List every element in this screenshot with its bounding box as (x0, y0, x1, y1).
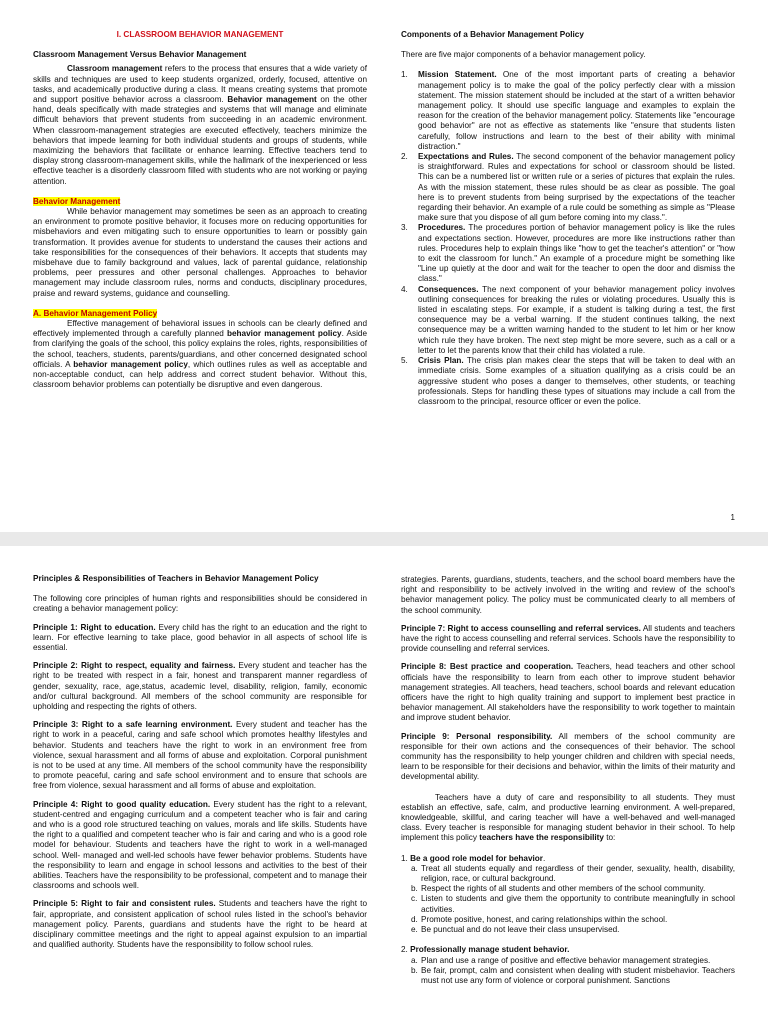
item-number: 2. (401, 152, 408, 162)
text: Be punctual and do not leave their class unsupervised. (421, 925, 620, 935)
text: All students and teachers have the right to access counselling and referral services. Schools have the responsibility to provide counselling and referral services. (401, 623, 735, 654)
list-item (411, 925, 735, 935)
continuation-paragraph: strategies. Parents, guardians, students, teachers, and the school board members have the right and responsibility to be actively involved in the writing and review of the school's behavior management policy. The policy must be communicated clearly to all members of the school community. (401, 575, 735, 615)
duty-paragraph (401, 793, 735, 844)
list-item (401, 285, 735, 356)
item-number: 5. (401, 356, 408, 366)
term: behavior management policy (226, 329, 342, 339)
paragraph-classroom-management (33, 64, 367, 186)
list-item (401, 152, 735, 223)
term: teachers have the responsibility (479, 833, 604, 843)
term: Expectations and Rules. (418, 152, 514, 162)
paragraph-policy (33, 319, 367, 390)
list-item (411, 966, 735, 986)
term: Be a good role model for behavior (410, 853, 543, 863)
page-2 (0, 546, 768, 1024)
text: Students and teachers have the right to fair, appropriate, and consistent application of school rules listed in the school's behavior management policy. Parents, guardians and students have the right to be heard at disciplinary committee meetings and the right to appeal against expulsion to an impartial and qualified authority. Students have the responsibility to follow school rules. (33, 899, 367, 950)
list-item (411, 884, 735, 894)
text: Every student and teacher has the right to work in a peaceful, caring and safe school which promotes healthy lifestyles and behavior. Students and teachers have the right to work in an environment free from violence, sexual harassment and all forms of abuse and exploitation. Corporal punishment is not to be used at any time. All members of the school community have the responsibility to promote peaceful, caring and safe school environment and to ensure that schools are free from violence, sexual harassment and all forms of abuse and exploitation. (33, 720, 367, 791)
item-number: 3. (401, 223, 408, 233)
term: Principle 4: Right to good quality education. (33, 799, 211, 809)
text: to: (603, 833, 616, 843)
list-item (411, 915, 735, 925)
item-letter: d. (411, 914, 418, 924)
text: The next component of your behavior management policy involves outlining consequences for breaking the rules or violating procedures. Usually this is listed in escalating steps. For example, if a student is talking during a test, the first consequence may be a verbal warning. If the student continues talking, the next consequence may be a written warning handed to the student to let him or her know which rule they have broken. The next step might be more severe, such as a call or a letter to let the parents know that their child has violated a rule. (418, 284, 735, 355)
policy-heading: A. Behavior Management Policy (33, 308, 158, 318)
paragraph-behavior-management: While behavior management may sometimes be seen as an approach to creating an environment to promote positive behavior, it focuses more on reducing opportunities for misbehaviors and even mitigating such to ensure opportunities to learn or possibly gain transformation. It provides avenue for students to understand the causes their actions and take responsibilities for the consequences of their behaviors. It accepts that students may misbehave due to family background and values, lack of parental guidance, relationship problems, peer pressures and other personal challenges. Approaches to behavior management may include classroom rules, norms and conducts, disciplinary procedures, praise and reward systems, guidance and counselling. (33, 207, 367, 298)
components-heading: Components of a Behavior Management Policy (401, 30, 584, 39)
text: . (542, 853, 546, 863)
item-letter: b. (411, 965, 418, 975)
principles-heading: Principles & Responsibilities of Teachers in Behavior Management Policy (33, 574, 319, 583)
principle-1 (33, 623, 367, 654)
term: behavior management policy (73, 359, 188, 369)
responsibility-title (401, 945, 735, 955)
text: The second component of the behavior management policy is straightforward. Rules and expectations for school or classroom should be listed. This can be a numbered list or written rule or a series of pictures that explain the rules. As with the mission statement, these rules should be as clear as possible. The goal here is to prevent students from being surprised by the expectations of the teacher regarding their behavior. An example of a rule could be something as simple as "Please make sure that you dispose of all gum before coming into my class.". (418, 152, 735, 223)
components-list (401, 70, 735, 407)
text: Plan and use a range of positive and effective behavior management strategies. (421, 955, 711, 965)
principles-intro: The following core principles of human rights and responsibilities should be considered in creating a behavior management policy: (33, 594, 367, 614)
section-title: I. CLASSROOM BEHAVIOR MANAGEMENT (116, 30, 284, 39)
text: Every student and teacher has the right to be treated with respect in a fair, honest and transparent manner regardless of gender, sexuality, race, age,status, academic level, disability, religion, family, economic and/or cultural background. All members of the school community are responsible for upholding and respecting the rights of others. (33, 661, 367, 712)
text: Be fair, prompt, calm and consistent when dealing with student misbehavior. Teachers must not use any form of violence or corporal punishment. Sanctions (421, 965, 735, 985)
term: Principle 9: Personal responsibility. (401, 731, 553, 741)
page1-right-column (401, 30, 735, 407)
term: Consequences. (418, 284, 479, 294)
item-letter: a. (411, 863, 418, 873)
term: Behavior management (227, 95, 317, 105)
page2-left-column (33, 574, 367, 951)
list-item (401, 223, 735, 284)
page-separator (0, 532, 768, 546)
text: Listen to students and give them the opportunity to contribute meaningfully in school activities. (421, 894, 735, 914)
text: Teachers have a duty of care and responsibility to all students. They must establish an effective, safe, calm, and productive learning environment. A well-prepared, knowledgeable, skillful, and caring teacher will have a well-behaved and well-managed class. Every teacher is responsible for managing student behavior in their school. To help implement this policy (401, 792, 735, 843)
text: on the other hand, deals specifically with made strategies and systems that will manage and eliminate difficult behaviors that prevent students from succeeding in an academic environment. When classroom-management strategies are executed effectively, teachers minimize the behaviors that impede learning for both individual students and groups of students, while maximizing the behaviors that facilitate or enhance learning. Effective teachers tend to display strong classroom-management skills, while the hallmark of the inexperienced or less effective teacher is a disorderly classroom filled with students who are not working or paying attention. (33, 95, 367, 186)
components-intro: There are five major components of a behavior management policy. (401, 50, 646, 60)
item-number: 4. (401, 284, 408, 294)
principle-3 (33, 720, 367, 791)
text: . Aside from clarifying the goals of the school, this policy explains the roles, rights, responsibilities of the school, teachers, students, parents/guardians, and other concerned designated school officials. A (33, 329, 368, 369)
responsibility-2 (401, 945, 735, 986)
text: One of the most important parts of creating a behavior management policy is to make the goal of the policy perfectly clear with a mission statement. The mission statement should be included at the start of a written behavior management policy. It should use specific language and examples to explain the reason for the creation of the behavior management policy. Statements like "encourage good behavior" are not as effective as statements like "ensure that students listen carefully, follow instructions and learn to the best of their ability with minimal distraction." (418, 70, 735, 151)
text: All members of the school community are responsible for their own actions and the consequences of their behavior. The school community has the responsibility to help younger children and children with special needs, learn to be responsible for their decisions and behavior, within the limits of their maturity and developmental ability. (401, 731, 736, 782)
item-number: 2. (401, 945, 408, 955)
behavior-management-heading: Behavior Management (33, 196, 121, 206)
responsibility-title (401, 854, 735, 864)
term: Crisis Plan. (418, 356, 464, 366)
text: The procedures portion of behavior management policy is like the rules and expectations section. However, procedures are more like instructions rather than rules. Procedures help to explain things like "how to get the teacher's attention" or "how to exit the classroom for lunch." An example of a procedure might be something like "Line up quietly at the door and wait for the teacher to open the door and dismiss the class." (418, 223, 735, 284)
item-letter: a. (411, 955, 418, 965)
principle-5 (33, 899, 367, 950)
sub-list (401, 956, 735, 987)
list-item (411, 864, 735, 884)
term: Mission Statement. (418, 70, 497, 80)
text: The crisis plan makes clear the steps that will be taken to deal with an immediate crisis. Some examples of a situation qualifying as a crisis could be an aggressive student who poses a danger to themselves, other students, or teaching professionals. Steps for handling these types of situations may include a call from the classroom to the principal, resource officer or even the police. (418, 356, 736, 406)
list-item (401, 356, 735, 407)
list-item (411, 894, 735, 914)
item-letter: c. (411, 894, 418, 904)
text: Every student has the right to a relevant, student-centred and engaging curriculum and a competent teacher who is fair and caring and who is a good role structured teaching on values, morals and life skills. Students have the right to a qualified and competent teacher who is fair and caring and who is a good role model for behaviour. Students and teachers have the right to work in a well-managed school. Well- managed and well-led schools have fewer behavior problems. Students have the responsibility to learn and engage in school lessons and activities to the best of their abilities. Teachers have the responsibility to be professional, competent and to manage their classrooms and schools well. (33, 799, 367, 891)
item-number: 1. (401, 70, 408, 80)
principle-8 (401, 662, 735, 723)
page2-right-column (401, 575, 735, 986)
principle-9 (401, 732, 735, 783)
principle-4 (33, 800, 367, 892)
term: Principle 3: Right to a safe learning environment. (33, 720, 233, 730)
item-letter: e. (411, 925, 418, 935)
list-item (411, 956, 735, 966)
text: Respect the rights of all students and other members of the school community. (421, 884, 706, 894)
item-letter: b. (411, 884, 418, 894)
term: Principle 7: Right to access counselling and referral services. (401, 623, 641, 633)
text: , which outlines rules as well as acceptable and non-acceptable conduct, can help address and correct student behavior. Without this, classroom behavior problems can potentially be disruptive and even dangerous. (33, 359, 367, 390)
term: Principle 5: Right to fair and consistent rules. (33, 899, 216, 909)
text: refers to the process that ensures that a wide variety of skills and techniques are used to keep students organized, orderly, focused, attentive on tasks, and academically productive during a class. It means creating systems that promote and support positive behavior across a classroom. (33, 64, 367, 105)
responsibility-1 (401, 854, 735, 936)
page1-left-column (33, 30, 367, 391)
list-item (401, 70, 735, 152)
term: Professionally manage student behavior. (410, 945, 570, 955)
principle-7 (401, 624, 735, 655)
text: Promote positive, honest, and caring relationships within the school. (421, 914, 668, 924)
term: Principle 1: Right to education. (33, 622, 156, 632)
term: Principle 2: Right to respect, equality and fairness. (33, 661, 236, 671)
term: Procedures. (418, 223, 466, 233)
item-number: 1. (401, 853, 408, 863)
text: Every child has the right to an education and the right to learn. For effective learning to take place, good behavior in all aspects of school life is essential. (33, 622, 367, 653)
page-number: 1 (730, 513, 735, 522)
sub-list (401, 864, 735, 935)
text: Effective management of behavioral issues in schools can be clearly defined and effectively implemented through a carefully planned (33, 319, 367, 339)
term: Principle 8: Best practice and cooperation. (401, 662, 574, 672)
text: Teachers, head teachers and other school officials have the responsibility to learn from each other to improve student behavior management strategies. All teachers, head teachers, school boards and relevant education officers have the right to high quality training and support to implement best practice in behavior management. All stakeholders have the responsibility to work together to maintain and improve student behavior. (401, 662, 735, 723)
term: Classroom management (67, 64, 163, 74)
principle-2 (33, 661, 367, 712)
text: Treat all students equally and regardless of their gender, sexuality, health, disability, religion, race, or cultural background. (421, 863, 735, 884)
subheading: Classroom Management Versus Behavior Management (33, 50, 247, 60)
